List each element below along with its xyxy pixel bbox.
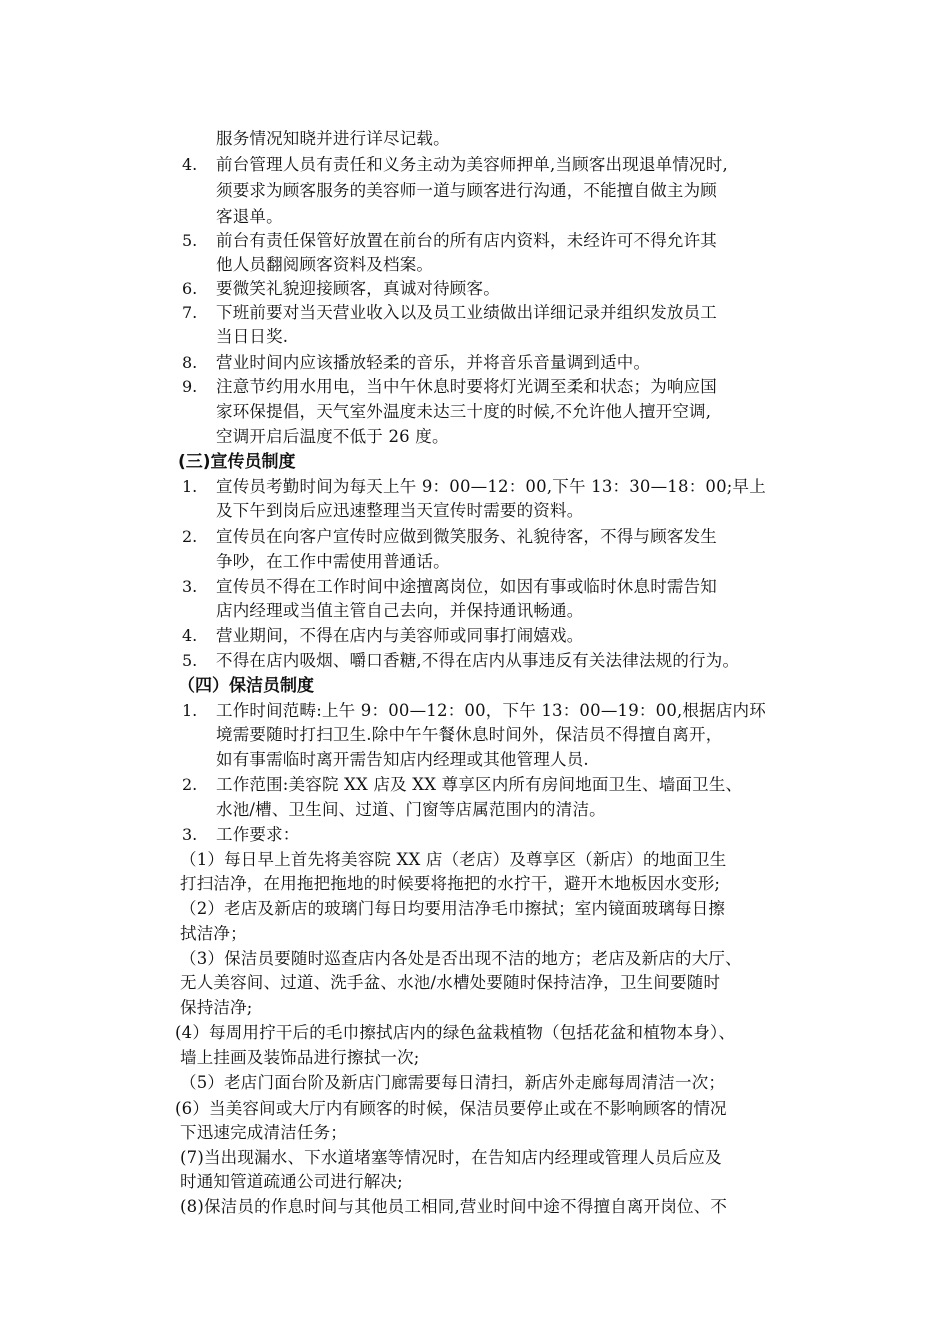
requirement-text: 打扫洁净，在用拖把拖地的时候要将拖把的水拧干，避开木地板因水变形; [180, 874, 721, 893]
list-number: 9. [182, 377, 198, 396]
requirement-text: 保持洁净; [180, 998, 253, 1017]
list-item-text: 宣传员在向客户宣传时应做到微笑服务、礼貌待客，不得与顾客发生 [216, 527, 717, 546]
requirement-text: （1）每日早上首先将美容院 XX 店（老店）及尊享区（新店）的地面卫生 [180, 850, 727, 869]
list-number: 4. [182, 155, 198, 174]
list-item-text: 工作要求： [216, 825, 300, 844]
list-number: 1. [182, 701, 198, 720]
list-item-text: 前台管理人员有责任和义务主动为美容师押单,当顾客出现退单情况时, [216, 155, 728, 174]
list-item-text: 注意节约用水用电，当中午休息时要将灯光调至柔和状态；为响应国 [216, 377, 717, 396]
list-number: 3. [182, 577, 198, 596]
list-item-text: 如有事需临时离开需告知店内经理或其他管理人员. [216, 750, 589, 769]
list-item-text: 工作时间范畴:上午 9：00—12：00，下午 13：00—19：00,根据店内环 [216, 701, 766, 720]
list-number: 1. [182, 477, 198, 496]
list-number: 4. [182, 626, 198, 645]
requirement-text: (4）每周用拧干后的毛巾擦拭店内的绿色盆栽植物（包括花盆和植物本身）、 [175, 1023, 736, 1042]
requirement-text: （5）老店门面台阶及新店门廊需要每日清扫，新店外走廊每周清洁一次； [180, 1073, 726, 1092]
requirement-text: （3）保洁员要随时巡查店内各处是否出现不洁的地方；老店及新店的大厅、 [180, 949, 742, 968]
list-item-text: 工作范围:美容院 XX 店及 XX 尊享区内所有房间地面卫生、墙面卫生、 [216, 775, 743, 794]
list-item-text: 前台有责任保管好放置在前台的所有店内资料，未经许可不得允许其 [216, 231, 717, 250]
section-heading-cleaning: （四）保洁员制度 [178, 676, 314, 696]
list-item-text: 下班前要对当天营业收入以及员工业绩做出详细记录并组织发放员工 [216, 303, 717, 322]
list-number: 7. [182, 303, 198, 322]
list-number: 5. [182, 651, 198, 670]
list-item-text: 水池/槽、卫生间、过道、门窗等店属范围内的清洁。 [216, 800, 606, 819]
list-number: 2. [182, 775, 198, 794]
list-item-text: 当日日奖. [216, 327, 289, 346]
list-item-text: 不得在店内吸烟、嚼口香糖,不得在店内从事违反有关法律法规的行为。 [216, 651, 740, 670]
requirement-text: (6）当美容间或大厅内有顾客的时候，保洁员要停止或在不影响顾客的情况 [175, 1099, 727, 1118]
section-heading-publicity: (三)宣传员制度 [178, 452, 296, 472]
list-item-text: 境需要随时打扫卫生.除中午午餐休息时间外，保洁员不得擅自离开， [216, 725, 723, 744]
list-number: 6. [182, 279, 198, 298]
list-item-text: 及下午到岗后应迅速整理当天宣传时需要的资料。 [216, 501, 584, 520]
list-item-text: 服务情况知晓并进行详尽记载。 [216, 129, 450, 148]
requirement-text: 下迅速完成清洁任务； [180, 1123, 347, 1142]
requirement-text: 墙上挂画及装饰品进行擦拭一次; [180, 1048, 420, 1067]
list-item-text: 营业期间，不得在店内与美容师或同事打闹嬉戏。 [216, 626, 584, 645]
requirement-text: 拭洁净； [180, 924, 247, 943]
list-item-text: 客退单。 [216, 207, 283, 226]
list-item-text: 他人员翻阅顾客资料及档案。 [216, 255, 434, 274]
list-item-text: 营业时间内应该播放轻柔的音乐，并将音乐音量调到适中。 [216, 353, 651, 372]
requirement-text: (7)当出现漏水、下水道堵塞等情况时，在告知店内经理或管理人员后应及 [180, 1148, 722, 1167]
list-item-text: 宣传员考勤时间为每天上午 9：00—12：00,下午 13：30—18：00;早上 [216, 477, 766, 496]
list-item-text: 空调开启后温度不低于 26 度。 [216, 427, 449, 446]
requirement-text: （2）老店及新店的玻璃门每日均要用洁净毛巾擦拭；室内镜面玻璃每日擦 [180, 899, 726, 918]
list-item-text: 须要求为顾客服务的美容师一道与顾客进行沟通，不能擅自做主为顾 [216, 181, 717, 200]
list-item-text: 宣传员不得在工作时间中途擅离岗位，如因有事或临时休息时需告知 [216, 577, 717, 596]
list-item-text: 要微笑礼貌迎接顾客，真诚对待顾客。 [216, 279, 500, 298]
requirement-text: 无人美容间、过道、洗手盆、水池/水槽处要随时保持洁净，卫生间要随时 [180, 973, 721, 992]
list-number: 5. [182, 231, 198, 250]
list-item-text: 家环保提倡，天气室外温度未达三十度的时候,不允许他人擅开空调, [216, 402, 712, 421]
requirement-text: (8)保洁员的作息时间与其他员工相同,营业时间中途不得擅自离开岗位、不 [180, 1197, 728, 1216]
list-number: 8. [182, 353, 198, 372]
list-item-text: 争吵，在工作中需使用普通话。 [216, 552, 450, 571]
requirement-text: 时通知管道疏通公司进行解决; [180, 1172, 403, 1191]
list-number: 2. [182, 527, 198, 546]
list-number: 3. [182, 825, 198, 844]
list-item-text: 店内经理或当值主管自己去向，并保持通讯畅通。 [216, 601, 584, 620]
